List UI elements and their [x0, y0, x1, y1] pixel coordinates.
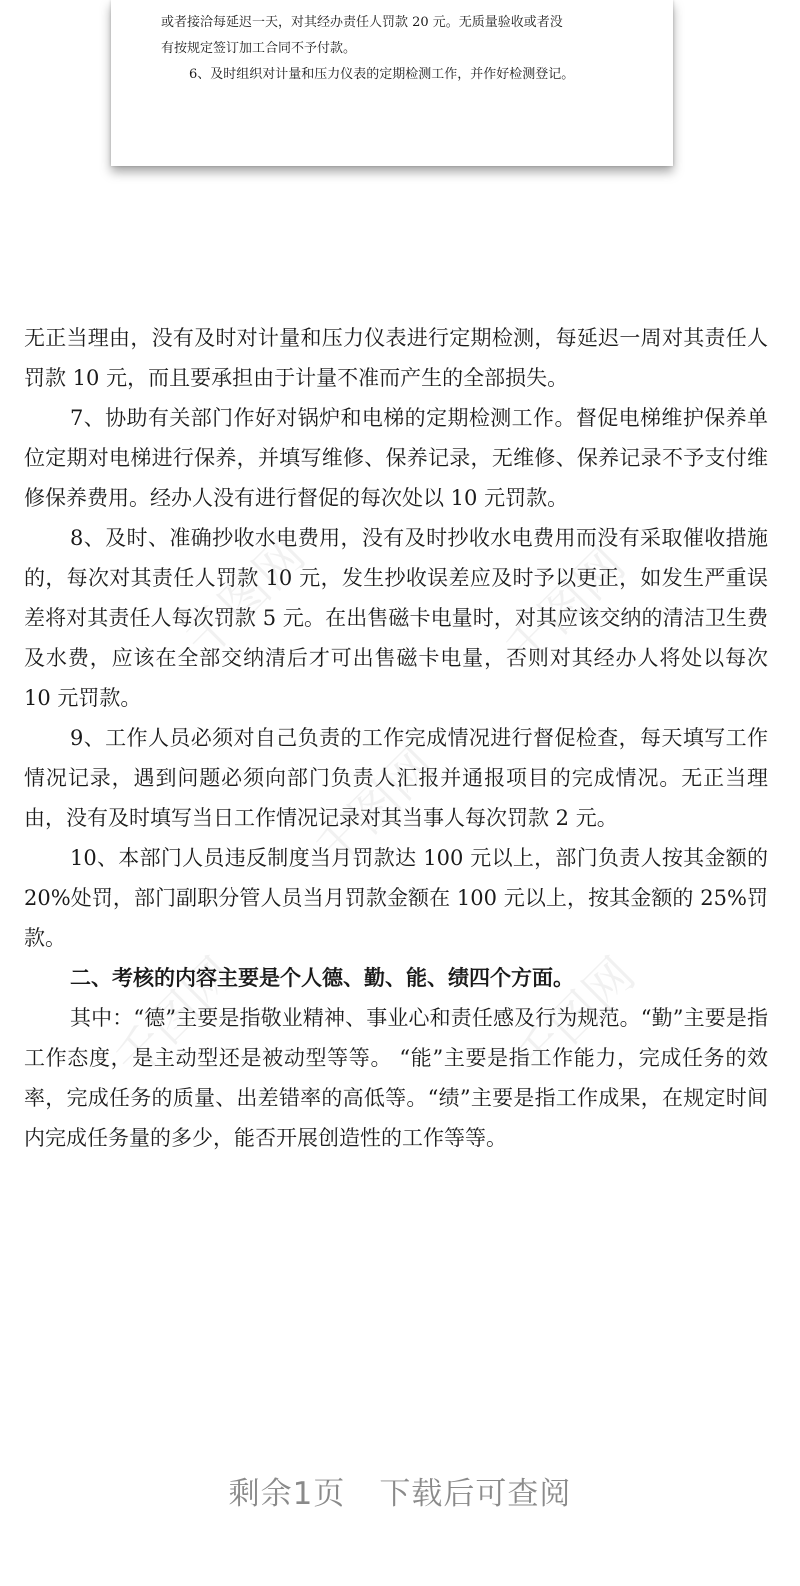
paragraph-continuation: 无正当理由，没有及时对计量和压力仪表进行定期检测，每延迟一周对其责任人罚款 10 元，而且要承担由于计量不准而产生的全部损失。 — [24, 326, 768, 390]
paragraph-item-7: 7、协助有关部门作好对锅炉和电梯的定期检测工作。督促电梯维护保养单位定期对电梯进行保养，并填写维修、保养记录，无维修、保养记录不予支付维修保养费用。经办人没有进行督促的每次处以 10 元罚款。 — [24, 406, 768, 510]
download-prompt[interactable] — [0, 1468, 800, 1513]
paragraph-item-9: 9、工作人员必须对自己负责的工作完成情况进行督促检查，每天填写工作情况记录，遇到问题必须向部门负责人汇报并通报项目的完成情况。无正当理由，没有及时填写当日工作情况记录对其当事人每次罚款 2 元。 — [24, 726, 768, 830]
watermark: 千图网 — [104, 946, 246, 1089]
document-preview-card — [111, 0, 673, 166]
preview-line: 6、及时组织对计量和压力仪表的定期检测工作，并作好检测登记。 — [189, 67, 575, 82]
watermark: 千图网 — [304, 736, 446, 879]
document-body — [24, 318, 768, 1158]
paragraph-item-10: 10、本部门人员违反制度当月罚款达 100 元以上，部门负责人按其金额的 20%处罚，部门副职分管人员当月罚款金额在 100 元以上，按其金额的 25%罚款。 — [24, 846, 768, 950]
preview-line: 或者接洽每延迟一天，对其经办责任人罚款 20 元。无质量验收或者没 — [161, 15, 563, 30]
paragraph-item-8: 8、及时、准确抄收水电费用，没有及时抄收水电费用而没有采取催收措施的，每次对其责任人罚款 10 元，发生抄收误差应及时予以更正，如发生严重误差将对其责任人每次罚款 5 元。在出售磁卡电量时，对其应该交纳的清洁卫生费及水费，应该在全部交纳清后才可出售磁卡电量，否则对其经办人将处以每次 10 元罚款。 — [24, 526, 768, 710]
section-heading: 二、考核的内容主要是个人德、勤、能、绩四个方面。 — [70, 966, 574, 990]
paragraph-assessment: 其中：“德”主要是指敬业精神、事业心和责任感及行为规范。“勤”主要是指工作态度，是主动型还是被动型等等。 “能”主要是指工作能力，完成任务的效率，完成任务的质量、出差错率的高低等。“绩”主要是指工作成果，在规定时间内完成任务量的多少，能否开展创造性的工作等等。 — [24, 1006, 768, 1150]
remaining-pages-label: 剩余1页 — [228, 1476, 346, 1512]
watermark: 千图网 — [174, 526, 316, 669]
preview-line: 有按规定签订加工合同不予付款。 — [161, 41, 357, 56]
download-hint-label: 下载后可查阅 — [379, 1476, 572, 1512]
watermark: 千图网 — [504, 946, 646, 1089]
watermark: 千图网 — [494, 536, 636, 679]
